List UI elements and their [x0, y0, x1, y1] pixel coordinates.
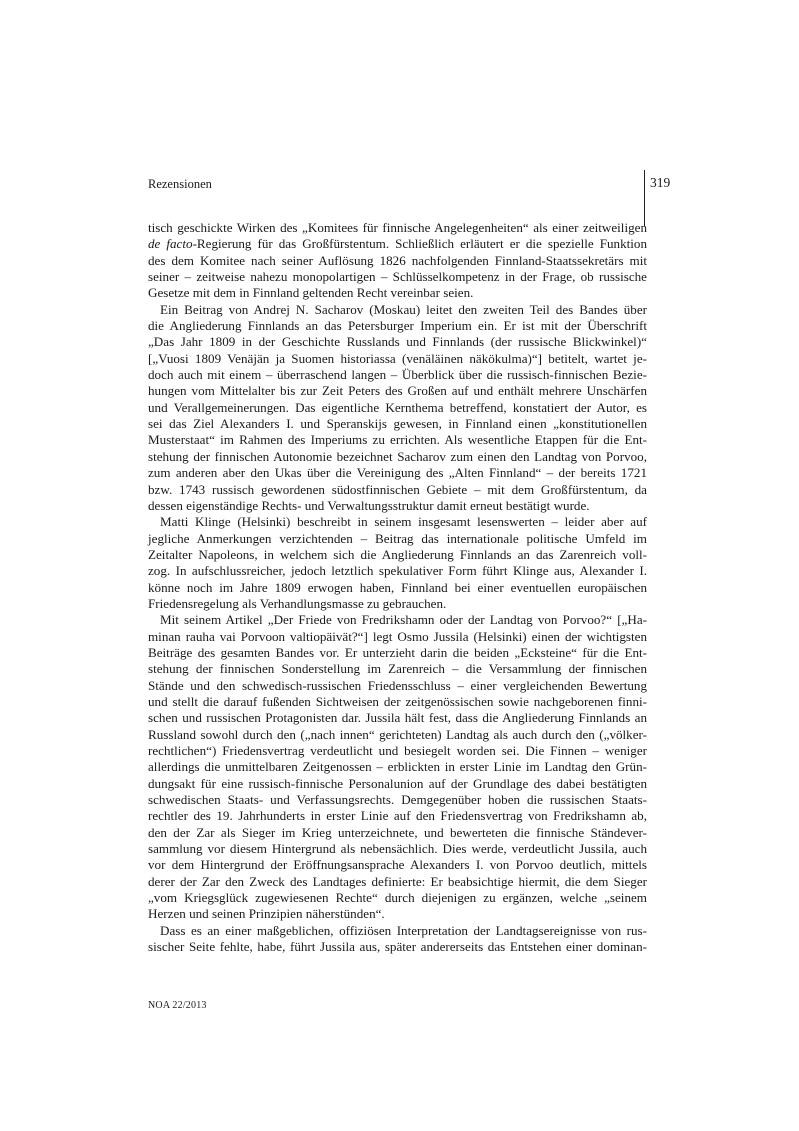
text-line: Beiträge des gesamten Bandes vor. Er unterzieht darin die beiden „Ecksteine“ für die Ent-: [148, 644, 647, 660]
text-line: Zeitalter Napoleons, in welchem sich die Angliederung Finnlands an das Zarenreich voll-: [148, 546, 647, 562]
text-line: hungen vom Mittelalter bis zur Zeit Peters des Großen auf und enthält mehrere Unschärfen: [148, 383, 647, 399]
text-line: rechtlichen“) Friedensvertrag verdeutlicht und besiegelt worden sei. Die Finnen – weniger: [148, 743, 647, 758]
text-line: Matti Klinge (Helsinki) beschreibt in seinem insgesamt lesenswerten – leider aber auf: [160, 514, 647, 530]
text-line: jegliche Anmerkungen verzichtenden – Beitrag das internationale politische Umfeld im: [148, 530, 647, 546]
text-line: könne noch im Jahre 1809 erwogen haben, Finnland bei einer eventuellen europäischen: [148, 579, 647, 595]
journal-footer: NOA 22/2013: [148, 1000, 207, 1011]
text-line: und Verallgemeinerungen. Das eigentliche Kernthema betreffend, konstatiert der Autor, es: [148, 399, 647, 415]
text-line: „vom Kriegsglück zugewiesenen Rechte“ durch diejenigen zu ergänzen, welche „seinem: [148, 890, 647, 906]
text-line: Friedensregelung als Verhandlungsmasse zu gebrauchen.: [148, 595, 447, 611]
text-line: Stände und den schwedisch-russischen Friedensschluss – einer vergleichenden Bewertung: [148, 677, 647, 693]
text-line: minan rauha vai Porvoon valtiopäivät?“] legt Osmo Jussila (Helsinki) einen der wichtigsten: [148, 628, 647, 644]
text-line: des dem Komitee nach seiner Auflösung 1826 nachfolgenden Finnland-Staatssekretärs mit: [148, 252, 647, 268]
text-line: Ein Beitrag von Andrej N. Sacharov (Moskau) leitet den zweiten Teil des Bandes über: [160, 301, 647, 317]
text-line: den der Zar als Sieger im Krieg unterzeichnete, und bewerteten die finnische Ständever-: [148, 824, 647, 840]
text-line: zum anderen aber den Ukas über die Vereinigung des „Alten Finnland“ – der bereits 1721: [148, 465, 647, 481]
text-line: stehung der finnischen Autonomie bezeichnet Sacharov zum einen den Landtag von Porvoo,: [148, 448, 647, 464]
text-line: stehung der finnischen Sonderstellung im Zarenreich – die Versammlung der finnischen: [148, 661, 647, 677]
text-line: sei das Ziel Alexanders I. und Speranskijs gewesen, in Finnland einen „konstitutionellen: [148, 416, 647, 432]
text-line: Musterstaat“ im Rahmen des Imperiums zu errichten. Als wesentliche Etappen für die Ent-: [148, 432, 647, 448]
text-line: Gesetze mit dem in Finnland geltenden Recht vereinbar seien.: [148, 285, 474, 301]
header-rule: [644, 170, 645, 226]
running-head: Rezensionen: [148, 177, 212, 191]
text-line: Herzen und seinen Prinzipien näherstünden“.: [148, 906, 385, 922]
text-line: schen und russischen Protagonisten dar. Jussila hält fest, dass die Angliederung Finnlands an: [148, 710, 647, 726]
text-line: sischer Seite fehlte, habe, führt Jussila aus, später andererseits das Entstehen einer dominan-: [148, 939, 647, 955]
body-text: [148, 220, 647, 955]
text-line: „Das Jahr 1809 in der Geschichte Russlands und Finnlands (der russische Blickwinkel)“: [148, 334, 647, 350]
text-line: schwedischen Staats- und Verfassungsrechts. Demgegenüber hoben die russischen Staats-: [148, 792, 647, 808]
text-line: rechtler des 19. Jahrhunderts in erster Linie auf den Friedensvertrag von Fredrikshamn ab,: [148, 808, 647, 824]
text-line: [„Vuosi 1809 Venäjän ja Suomen historiassa (venäläinen näkökulma)“] betitelt, wartet je-: [148, 350, 647, 366]
text-line: zog. In aufschlussreicher, jedoch letztlich spekulativer Form führt Klinge aus, Alexander I.: [148, 563, 647, 579]
text-line: dessen eigenständige Rechts- und Verwaltungsstruktur damit erneut bestätigt wurde.: [148, 497, 590, 513]
text-line: und stellt die darauf fußenden Sichtweisen der zeitgenössischen sowie nachgeborenen finni-: [148, 693, 647, 709]
text-line: Dass es an einer maßgeblichen, offiziösen Interpretation der Landtagsereignisse von rus-: [160, 922, 647, 938]
text-line: seiner – zeitweise nahezu monopolartigen – Schlüsselkompetenz in der Frage, ob russische: [148, 269, 647, 285]
text-line: bzw. 1743 russisch gewordenen südostfinnischen Gebiete – mit dem Großfürstentum, da: [148, 481, 647, 497]
page-number: 319: [650, 175, 671, 190]
text-line: die Angliederung Finnlands an das Petersburger Imperium ein. Er ist mit der Überschrift: [148, 318, 647, 334]
text-line: dungsakt für eine russisch-finnische Personalunion auf der Grundlage des dabei bestätigten: [148, 775, 647, 791]
text-line: doch auch mit einem – überraschend langen – Überblick über die russisch-finnischen Bezie-: [148, 367, 647, 383]
text-line: de facto-Regierung für das Großfürstentum. Schließlich erläutert er die spezielle Funktion: [148, 236, 647, 252]
text-line: Mit seinem Artikel „Der Friede von Fredrikshamn oder der Landtag von Porvoo?“ [„Ha-: [160, 612, 647, 628]
page-header: [148, 170, 671, 194]
text-line: tisch geschickte Wirken des „Komitees für finnische Angelegenheiten“ als einer zeitweiligen: [148, 220, 647, 235]
text-line: Russland sowohl durch den („nach innen“ gerichteten) Landtag als auch durch den („völker-: [148, 726, 647, 742]
text-line: sammlung vor diesem Hintergrund als nebensächlich. Dies werde, verdeutlicht Jussila, auch: [148, 841, 647, 857]
text-line: allerdings die unmittelbaren Zeitgenossen – erblickten in erster Linie im Landtag den Grün-: [148, 759, 647, 775]
text-line: derer der Zar den Zweck des Landtages definierte: Er beabsichtige hiermit, die dem Sieger: [148, 873, 647, 889]
text-line: vor dem Hintergrund der Eröffnungsansprache Alexanders I. von Porvoo deutlich, mittels: [148, 857, 647, 873]
